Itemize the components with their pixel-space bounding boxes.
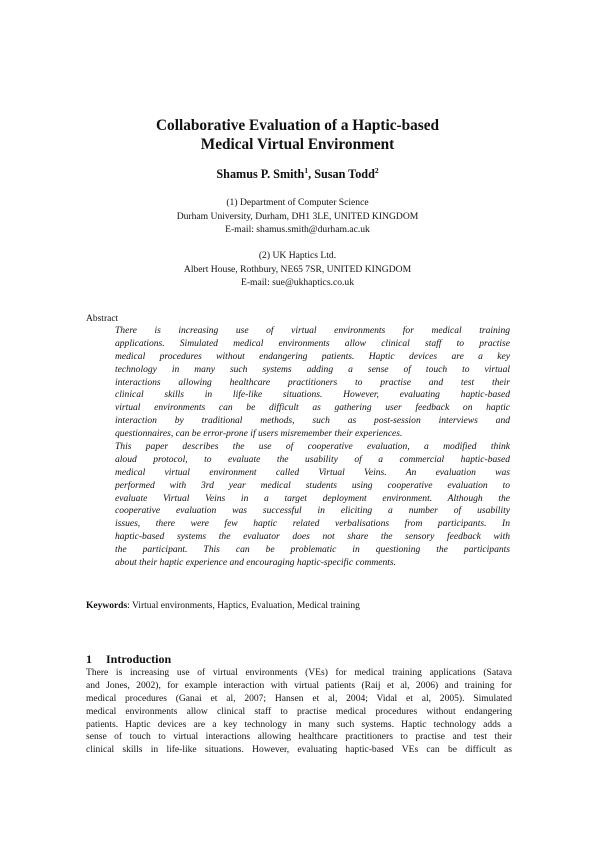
section-number: 1 xyxy=(86,652,92,666)
abstract-line: medical procedures without endangering patients. Haptic devices are a key xyxy=(115,350,510,362)
abstract-line: interaction by traditional methods, such as post-session interviews and xyxy=(115,415,510,427)
abstract-line: evaluate Virtual Veins in a target deployment environment. Although the xyxy=(115,492,510,504)
abstract-line: applications. Simulated medical environments allow clinical staff to practise xyxy=(115,337,510,349)
author-name-1: Shamus P. Smith xyxy=(216,167,305,181)
keywords xyxy=(86,600,516,612)
affiliation-1-email: E-mail: shamus.smith@durham.ac.uk xyxy=(225,224,370,235)
affiliation-2-organisation: (2) UK Haptics Ltd. xyxy=(258,250,337,261)
body-line: and Jones, 2002), for example interaction with virtual patients (Raij et al, 2006) and training for xyxy=(86,679,512,691)
affiliation-1-department: (1) Department of Computer Science xyxy=(226,197,369,208)
abstract-text xyxy=(115,325,510,570)
title-line-2: Medical Virtual Environment xyxy=(200,136,395,153)
keywords-list: : Virtual environments, Haptics, Evaluation, Medical training xyxy=(127,601,360,611)
body-line: There is increasing use of virtual environments (VEs) for medical training applications (Satava xyxy=(86,667,512,678)
author-1-affiliation-mark: 1 xyxy=(304,166,309,175)
abstract-line: There is increasing use of virtual environments for medical training xyxy=(115,325,510,336)
affiliation-1-address: Durham University, Durham, DH1 3LE, UNITED KINGDOM xyxy=(176,210,419,222)
paper-title xyxy=(0,116,595,154)
author-name-2: Susan Todd xyxy=(314,167,375,181)
body-line: patients. Haptic devices are a key technology in many such systems. Haptic technology adds a xyxy=(86,718,512,730)
affiliation-2-address: Albert House, Rothbury, NE65 7SR, UNITED KINGDOM xyxy=(183,263,412,275)
affiliation-1 xyxy=(0,196,595,237)
body-line: medical procedures (Ganai et al, 2007; Hansen et al, 2004; Vidal et al, 2005). Simulated xyxy=(86,692,512,704)
body-line: clinical skills in life-like situations. However, evaluating haptic-based VEs can be difficult as xyxy=(86,744,512,756)
abstract-line: haptic-based systems the evaluator does not share the sensory feedback with xyxy=(115,531,510,543)
abstract-line: medical virtual environment called Virtual Veins. An evaluation was xyxy=(115,466,510,478)
author-separator: , xyxy=(308,167,315,181)
abstract-line: clinical skills in life-like situations. However, evaluating haptic-based xyxy=(115,389,510,401)
affiliation-2 xyxy=(0,249,595,290)
abstract-line: interactions allowing healthcare practitioners to practise and test their xyxy=(115,376,510,388)
abstract-line: cooperative evaluation was successful in eliciting a number of usability xyxy=(115,505,510,517)
abstract-line: issues, there were few haptic related verbalisations from participants. In xyxy=(115,518,510,530)
affiliation-2-email: E-mail: sue@ukhaptics.co.uk xyxy=(240,277,354,288)
section-title: Introduction xyxy=(106,652,172,666)
body-line: medical environments allow clinical staff to practise medical procedures without endangering xyxy=(86,705,512,717)
abstract-line: performed with 3rd year medical students using cooperative evaluation to xyxy=(115,479,510,491)
abstract-line: technology in many such systems adding a sense of touch to virtual xyxy=(115,363,510,375)
section-heading-introduction xyxy=(86,652,171,667)
abstract-line: virtual environments can be difficult as gathering user feedback on haptic xyxy=(115,402,510,414)
body-line: sense of touch to virtual interactions allowing healthcare practitioners to practise and test their xyxy=(86,731,512,743)
abstract-line: about their haptic experience and encouraging haptic-specific comments. xyxy=(115,557,397,569)
keywords-label: Keywords xyxy=(86,601,128,611)
author-list xyxy=(0,166,595,182)
abstract-line: the participant. This can be problematic in questioning the participants xyxy=(115,544,510,556)
abstract-line: aloud protocol, to evaluate the usability of a commercial haptic-based xyxy=(115,453,510,465)
abstract-heading: Abstract xyxy=(86,314,119,324)
title-line-1: Collaborative Evaluation of a Haptic-based xyxy=(156,117,439,134)
author-2-affiliation-mark: 2 xyxy=(374,166,379,175)
abstract-line: This paper describes the use of cooperative evaluation, a modified think xyxy=(115,441,510,453)
introduction-text xyxy=(86,667,512,757)
abstract-line: questionnaires, can be error-prone if users misremember their experiences. xyxy=(115,428,403,440)
